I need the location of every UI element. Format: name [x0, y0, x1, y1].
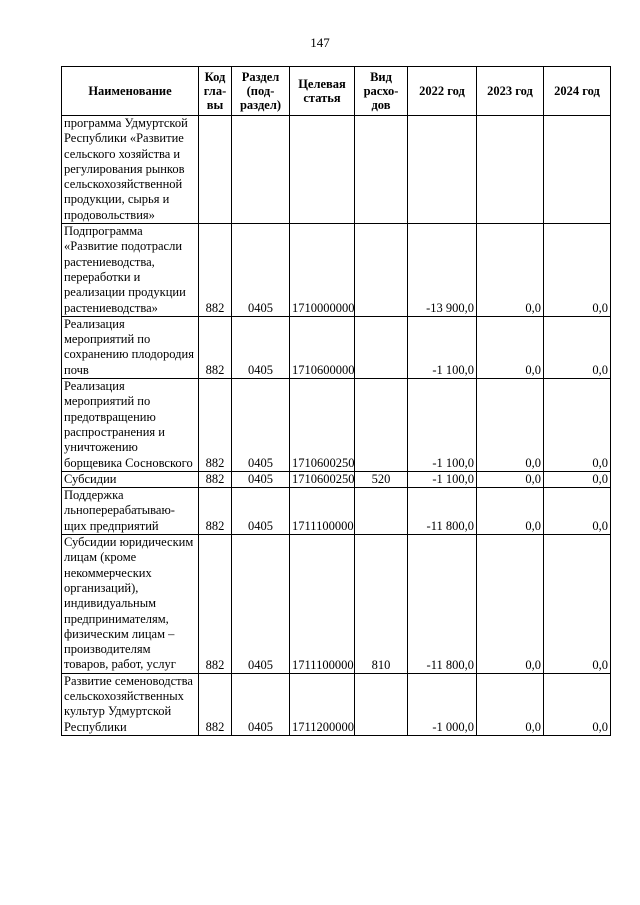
- row-type: [355, 316, 408, 378]
- row-type: [355, 116, 408, 224]
- row-target: 1710600250: [290, 471, 355, 487]
- row-target: 1710000000: [290, 224, 355, 317]
- row-name: Реализация мероприятий по сохранению плодородия почв: [62, 316, 199, 378]
- table-row: [62, 224, 611, 317]
- row-type: [355, 488, 408, 535]
- row-2023: 0,0: [477, 488, 544, 535]
- row-name: Реализация мероприятий по предотвращению распространения и уничтожению борщевика Сосновского: [62, 379, 199, 472]
- row-section: 0405: [232, 488, 290, 535]
- row-name: Субсидии: [62, 471, 199, 487]
- row-section: 0405: [232, 379, 290, 472]
- table-row: [62, 379, 611, 472]
- row-code: 882: [199, 535, 232, 674]
- row-2022: -13 900,0: [408, 224, 477, 317]
- row-2024: [544, 116, 611, 224]
- row-type: 810: [355, 535, 408, 674]
- header-target: Целевая статья: [290, 67, 355, 116]
- table-row: [62, 116, 611, 224]
- row-section: 0405: [232, 535, 290, 674]
- row-2023: [477, 116, 544, 224]
- row-code: 882: [199, 224, 232, 317]
- row-section: 0405: [232, 224, 290, 317]
- row-2023: 0,0: [477, 673, 544, 735]
- page-number: 147: [310, 35, 330, 50]
- row-2024: 0,0: [544, 673, 611, 735]
- table-row: [62, 535, 611, 674]
- header-2022: 2022 год: [408, 67, 477, 116]
- budget-table: [61, 66, 611, 736]
- row-target: 1710600250: [290, 379, 355, 472]
- row-2022: [408, 116, 477, 224]
- table-row: [62, 471, 611, 487]
- row-2024: 0,0: [544, 224, 611, 317]
- row-name: Субсидии юридическим лицам (кроме некоммерческих организаций), индивидуальным предпринимателям, физическим лицам – производителям товаров, работ, услуг: [62, 535, 199, 674]
- header-code: Код гла- вы: [199, 67, 232, 116]
- row-name: Поддержка льноперерабатываю- щих предприятий: [62, 488, 199, 535]
- row-code: 882: [199, 379, 232, 472]
- row-code: 882: [199, 673, 232, 735]
- row-2023: 0,0: [477, 535, 544, 674]
- row-2023: 0,0: [477, 471, 544, 487]
- header-section: Раздел (под- раздел): [232, 67, 290, 116]
- row-target: 1710600000: [290, 316, 355, 378]
- table-row: [62, 673, 611, 735]
- row-section: 0405: [232, 316, 290, 378]
- row-name: программа Удмуртской Республики «Развитие сельского хозяйства и регулирования рынков сельскохозяйственной продукции, сырья и продовольствия»: [62, 116, 199, 224]
- row-type: [355, 224, 408, 317]
- row-2022: -1 100,0: [408, 379, 477, 472]
- row-section: 0405: [232, 471, 290, 487]
- row-2024: 0,0: [544, 316, 611, 378]
- row-code: [199, 116, 232, 224]
- row-name: Подпрограмма «Развитие подотрасли растениеводства, переработки и реализации продукции растениеводства»: [62, 224, 199, 317]
- row-2022: -11 800,0: [408, 488, 477, 535]
- row-target: [290, 116, 355, 224]
- table-row: [62, 488, 611, 535]
- row-type: [355, 673, 408, 735]
- header-name: Наименование: [62, 67, 199, 116]
- row-2022: -1 100,0: [408, 316, 477, 378]
- row-code: 882: [199, 316, 232, 378]
- row-target: 1711100000: [290, 535, 355, 674]
- row-type: 520: [355, 471, 408, 487]
- row-2024: 0,0: [544, 535, 611, 674]
- row-code: 882: [199, 488, 232, 535]
- header-type: Вид расхо- дов: [355, 67, 408, 116]
- row-type: [355, 379, 408, 472]
- row-2023: 0,0: [477, 316, 544, 378]
- row-section: 0405: [232, 673, 290, 735]
- row-2023: 0,0: [477, 379, 544, 472]
- row-2022: -1 100,0: [408, 471, 477, 487]
- row-name: Развитие семеноводства сельскохозяйственных культур Удмуртской Республики: [62, 673, 199, 735]
- row-code: 882: [199, 471, 232, 487]
- header-2023: 2023 год: [477, 67, 544, 116]
- row-target: 1711100000: [290, 488, 355, 535]
- row-2024: 0,0: [544, 488, 611, 535]
- row-2022: -11 800,0: [408, 535, 477, 674]
- header-2024: 2024 год: [544, 67, 611, 116]
- row-2023: 0,0: [477, 224, 544, 317]
- row-2024: 0,0: [544, 379, 611, 472]
- row-2024: 0,0: [544, 471, 611, 487]
- row-2022: -1 000,0: [408, 673, 477, 735]
- row-section: [232, 116, 290, 224]
- row-target: 1711200000: [290, 673, 355, 735]
- header-row: [62, 67, 611, 116]
- table-row: [62, 316, 611, 378]
